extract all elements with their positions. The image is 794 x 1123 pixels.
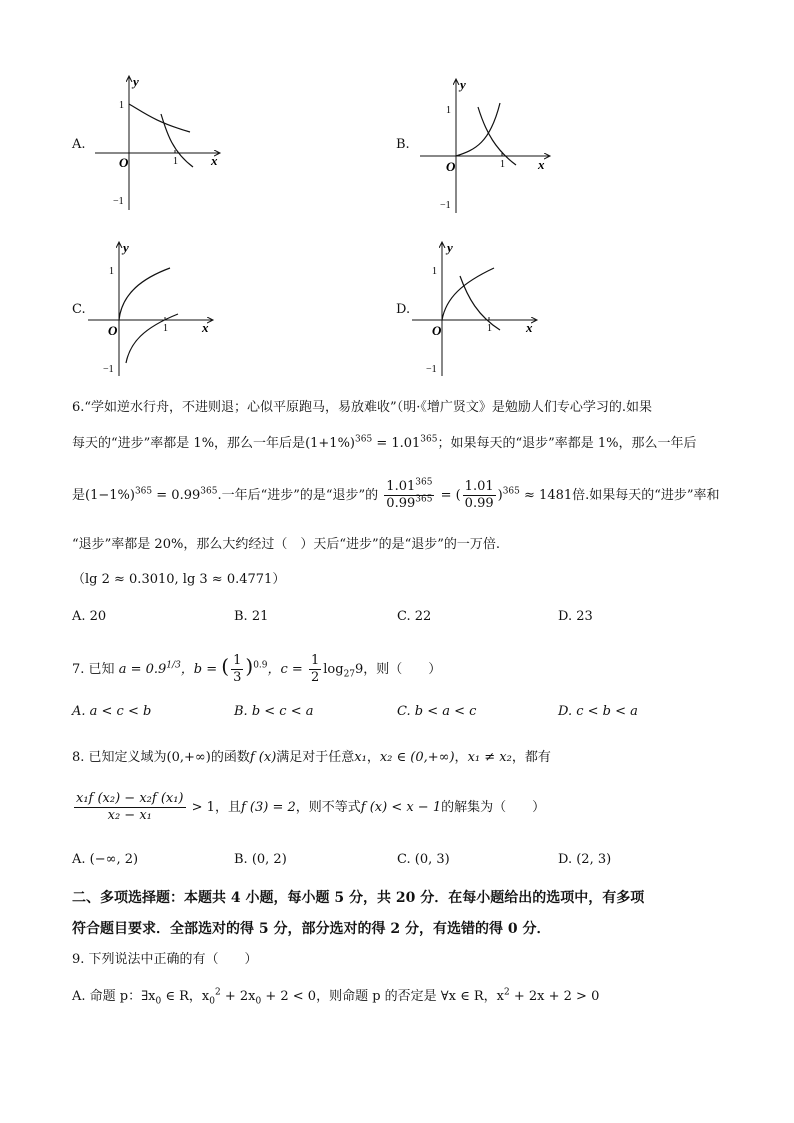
y-label: y: [447, 240, 453, 255]
q7-option-c[interactable]: C. b < a < c: [397, 704, 477, 719]
tick-1-x: 1: [163, 323, 168, 334]
x-label: x: [526, 320, 533, 335]
q9-stem: 9. 下列说法中正确的有（ ）: [72, 952, 258, 967]
graph-d: [412, 238, 552, 378]
x-label: x: [211, 153, 218, 168]
q8-option-a[interactable]: A. (−∞, 2): [72, 852, 139, 867]
curve-2: [126, 314, 178, 363]
q8-line1: 8. 已知定义域为(0,+∞)的函数f (x)满足对于任意x₁，x₂ ∈ (0,+∞)，x₁ ≠ x₂，都有: [72, 750, 551, 765]
q7-a-expr: $a = 0.9^{1/3}$: [118, 660, 181, 677]
q8-line2: $\frac{\text{x₁f (x₂) − x₂f (x₁)}}{\text{x₂ − x₁}}$ > 1，且f (3) = 2，则不等式f (x) < x − 1的解集为（ ）: [76, 791, 546, 823]
curve-1: [119, 268, 170, 320]
q6-line1: 6.“学如逆水行舟，不进则退；心似平原跑马，易放难收”（明·《增广贤文》是勉励人们专心学习的.如果: [72, 400, 652, 415]
q9-option-a[interactable]: A. 命题 p：$\exists x_0$ ∈ R，$x_0^2 + 2x_0 + 2 < 0$，则命题 p 的否定是 ∀x ∈ R，$x^2 + 2x + 2 > 0$: [72, 987, 600, 1007]
q6-fraction: $\frac{1.01^{365}}{0.99^{365}}$: [386, 477, 433, 511]
q6-hint: （lg 2 ≈ 0.3010, lg 3 ≈ 0.4771）: [72, 572, 286, 587]
tick-1-y: 1: [109, 266, 114, 277]
curve-1: [456, 103, 500, 156]
tick-neg1: −1: [103, 364, 114, 375]
graph-a: [95, 72, 235, 212]
graph-c: [88, 238, 228, 378]
q7-stem: 7. 已知 $a = 0.9^{1/3}$，b = ( $\frac{1}{3}$ )$^{0.9}$，c = $\frac{1}{2}$ $\log_{27}9$，则（ ）: [72, 653, 442, 685]
option-a-label: A.: [72, 137, 86, 152]
q7-option-b[interactable]: B. b < c < a: [234, 704, 314, 719]
tick-1-x: 1: [500, 159, 505, 170]
q8-option-b[interactable]: B. (0, 2): [234, 852, 287, 867]
q6-option-a[interactable]: A. 20: [72, 609, 107, 624]
section2-line1: 二、多项选择题：本题共 4 小题，每小题 5 分，共 20 分．在每小题给出的选项中，有多项: [72, 890, 645, 906]
x-label: x: [538, 157, 545, 172]
tick-1-x: 1: [487, 323, 492, 334]
option-b-label: B.: [396, 137, 410, 152]
q6-line3: 是$(1-1\%)^{365} = 0.99^{365}$.一年后“进步”的是“退步”的 $\frac{1.01^{365}}{0.99^{365}}$ = ( $\frac{1.01}{0.99}$ )$^{365}$ ≈ 1481倍.如果每天的“进步”率和: [72, 477, 720, 511]
y-label: y: [133, 74, 139, 89]
q6-line4: “退步”率都是 20%，那么大约经过（ ）天后“进步”的是“退步”的一万倍.: [72, 537, 501, 552]
x-label: x: [202, 320, 209, 335]
tick-neg1: −1: [440, 200, 451, 211]
tick-neg1: −1: [113, 196, 124, 207]
q6-option-b[interactable]: B. 21: [234, 609, 269, 624]
origin-label: O: [446, 159, 456, 174]
origin-label: O: [119, 155, 129, 170]
q7-option-d[interactable]: D. c < b < a: [558, 704, 638, 719]
y-label: y: [460, 77, 466, 92]
graph-b: [420, 75, 560, 215]
tick-1-y: 1: [446, 105, 451, 116]
tick-1-y: 1: [432, 266, 437, 277]
q7-option-a[interactable]: A. a < c < b: [72, 704, 152, 719]
q6-option-d[interactable]: D. 23: [558, 609, 593, 624]
q8-option-d[interactable]: D. (2, 3): [558, 852, 612, 867]
tick-neg1: −1: [426, 364, 437, 375]
origin-label: O: [108, 323, 118, 338]
q7-b-frac: $\frac{1}{3}$: [233, 653, 242, 685]
option-d-label: D.: [396, 302, 411, 317]
q7-c-frac: $\frac{1}{2}$: [310, 653, 320, 685]
q6-fraction-2: $\frac{1.01}{0.99}$: [464, 479, 494, 511]
section2-line2: 符合题目要求．全部选对的得 5 分，部分选对的得 2 分，有选错的得 0 分．: [72, 921, 551, 937]
origin-label: O: [432, 323, 442, 338]
y-label: y: [123, 240, 129, 255]
q6-line2: 每天的“进步”率都是 1%，那么一年后是$(1+1\%)^{365} = 1.01^{365}$；如果每天的“退步”率都是 1%，那么一年后: [72, 434, 697, 451]
tick-1-y: 1: [119, 100, 124, 111]
q6-option-c[interactable]: C. 22: [397, 609, 432, 624]
option-c-label: C.: [72, 302, 86, 317]
q8-fraction: $\frac{\text{x₁f (x₂) − x₂f (x₁)}}{\text{x₂ − x₁}}$: [76, 791, 184, 823]
q8-option-c[interactable]: C. (0, 3): [397, 852, 450, 867]
curve-1: [129, 104, 190, 132]
tick-1-x: 1: [173, 156, 178, 167]
